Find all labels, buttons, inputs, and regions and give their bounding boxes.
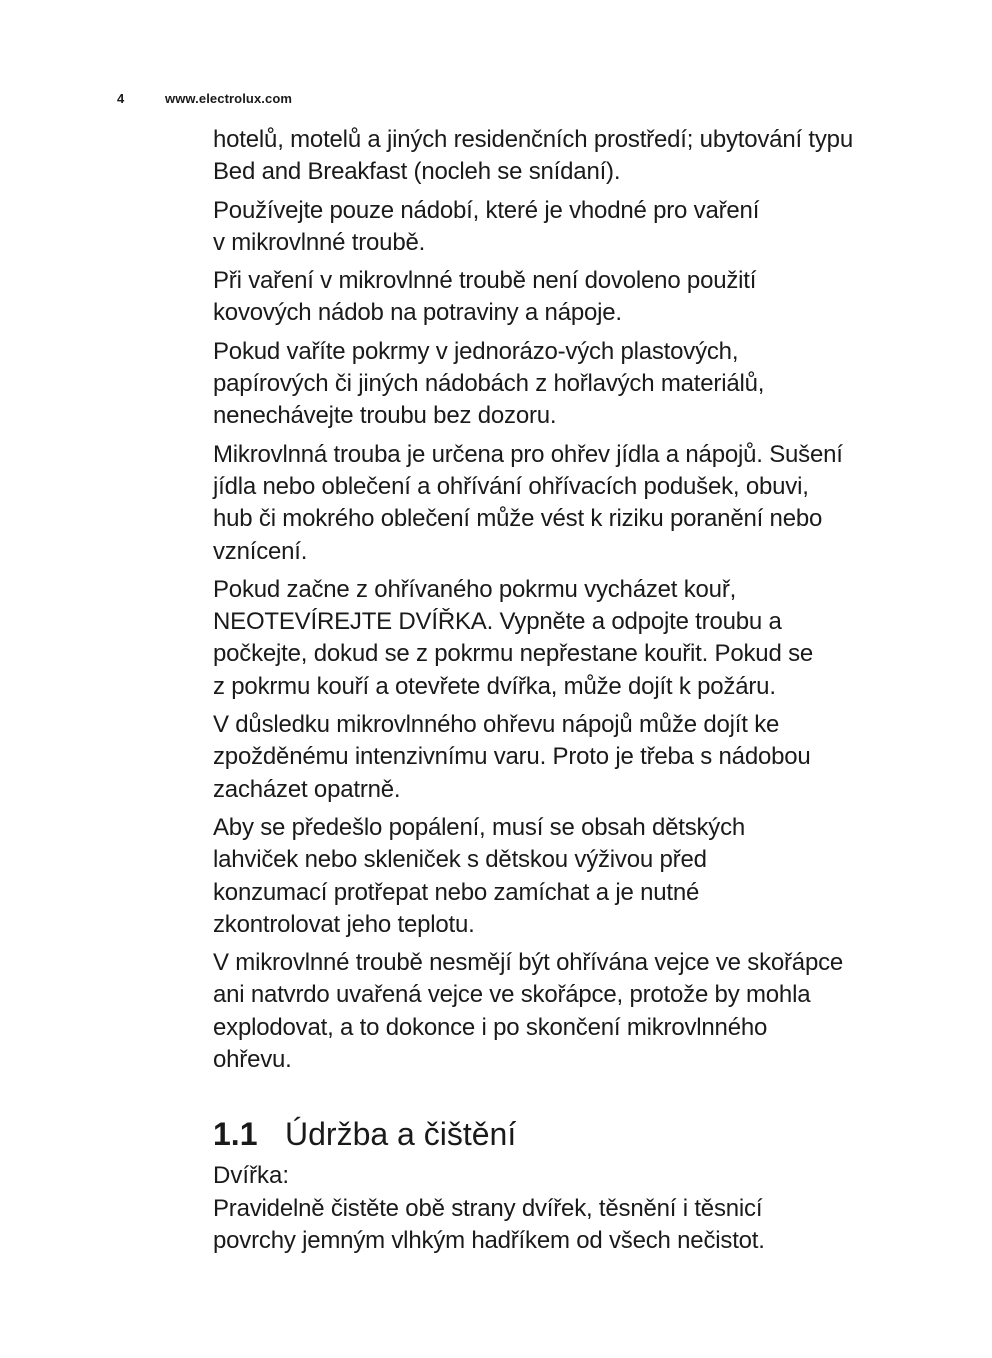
paragraph-suitable-cookware: Používejte pouze nádobí, které je vhodné pro vaření v mikrovlnné troubě.: [213, 196, 760, 256]
paragraph-eggs: V mikrovlnné troubě nesmějí být ohřívána vejce ve skořápce ani natvrdo uvařená vejce ve skořápce, protože by mohla explodovat, a to dokonce i po skončení mikrovlnného ohřevu.: [213, 949, 844, 1074]
paragraph-metal-containers: Při vaření v mikrovlnné troubě není dovoleno použití kovových nádob na potraviny a nápoje.: [213, 267, 757, 327]
document-body: [213, 124, 913, 1257]
paragraph-door-cleaning: Pravidelně čistěte obě strany dvířek, těsnění i těsnicí povrchy jemným vlhkým hadříkem od všech nečistot.: [213, 1194, 765, 1254]
paragraph-hotels: hotelů, motelů a jiných residenčních prostředí; ubytování typu Bed and Breakfast (nocleh se snídaní).: [213, 126, 853, 186]
paragraph-intended-use: Mikrovlnná trouba je určena pro ohřev jídla a nápojů. Sušení jídla nebo oblečení a ohřívání ohřívacích podušek, obuvi, hub či mokrého oblečení může vést k riziku poranění nebo vznícení.: [213, 440, 843, 565]
paragraph-disposable-containers: Pokud vaříte pokrmy v jednorázo-vých plastových, papírových či jiných nádobách z hořlavých materiálů, nenechávejte troubu bez dozoru.: [213, 337, 765, 430]
site-url[interactable]: www.electrolux.com: [165, 91, 293, 106]
paragraph-baby-bottles: Aby se předešlo popálení, musí se obsah dětských lahviček nebo skleniček s dětskou výživou před konzumací protřepat nebo zamíchat a je nutné zkontrolovat jeho teplotu.: [213, 813, 746, 938]
section-heading: [213, 1114, 913, 1154]
section-number: 1.1: [213, 1116, 258, 1153]
page-header: [117, 91, 292, 106]
page-number: 4: [117, 91, 125, 106]
paragraph-delayed-boiling: V důsledku mikrovlnného ohřevu nápojů může dojít ke zpožděnému intenzivnímu varu. Proto je třeba s nádobou zacházet opatrně.: [213, 711, 811, 803]
section-title: Údržba a čištění: [285, 1116, 517, 1153]
subheading-door: Dvířka:: [213, 1162, 290, 1190]
paragraph-smoke-warning: Pokud začne z ohřívaného pokrmu vycházet kouř, NEOTEVÍREJTE DVÍŘKA. Vypněte a odpojte troubu a počkejte, dokud se z pokrmu nepřestane kouřit. Pokud se z pokrmu kouří a otevřete dvířka, může dojít k požáru.: [213, 575, 814, 700]
